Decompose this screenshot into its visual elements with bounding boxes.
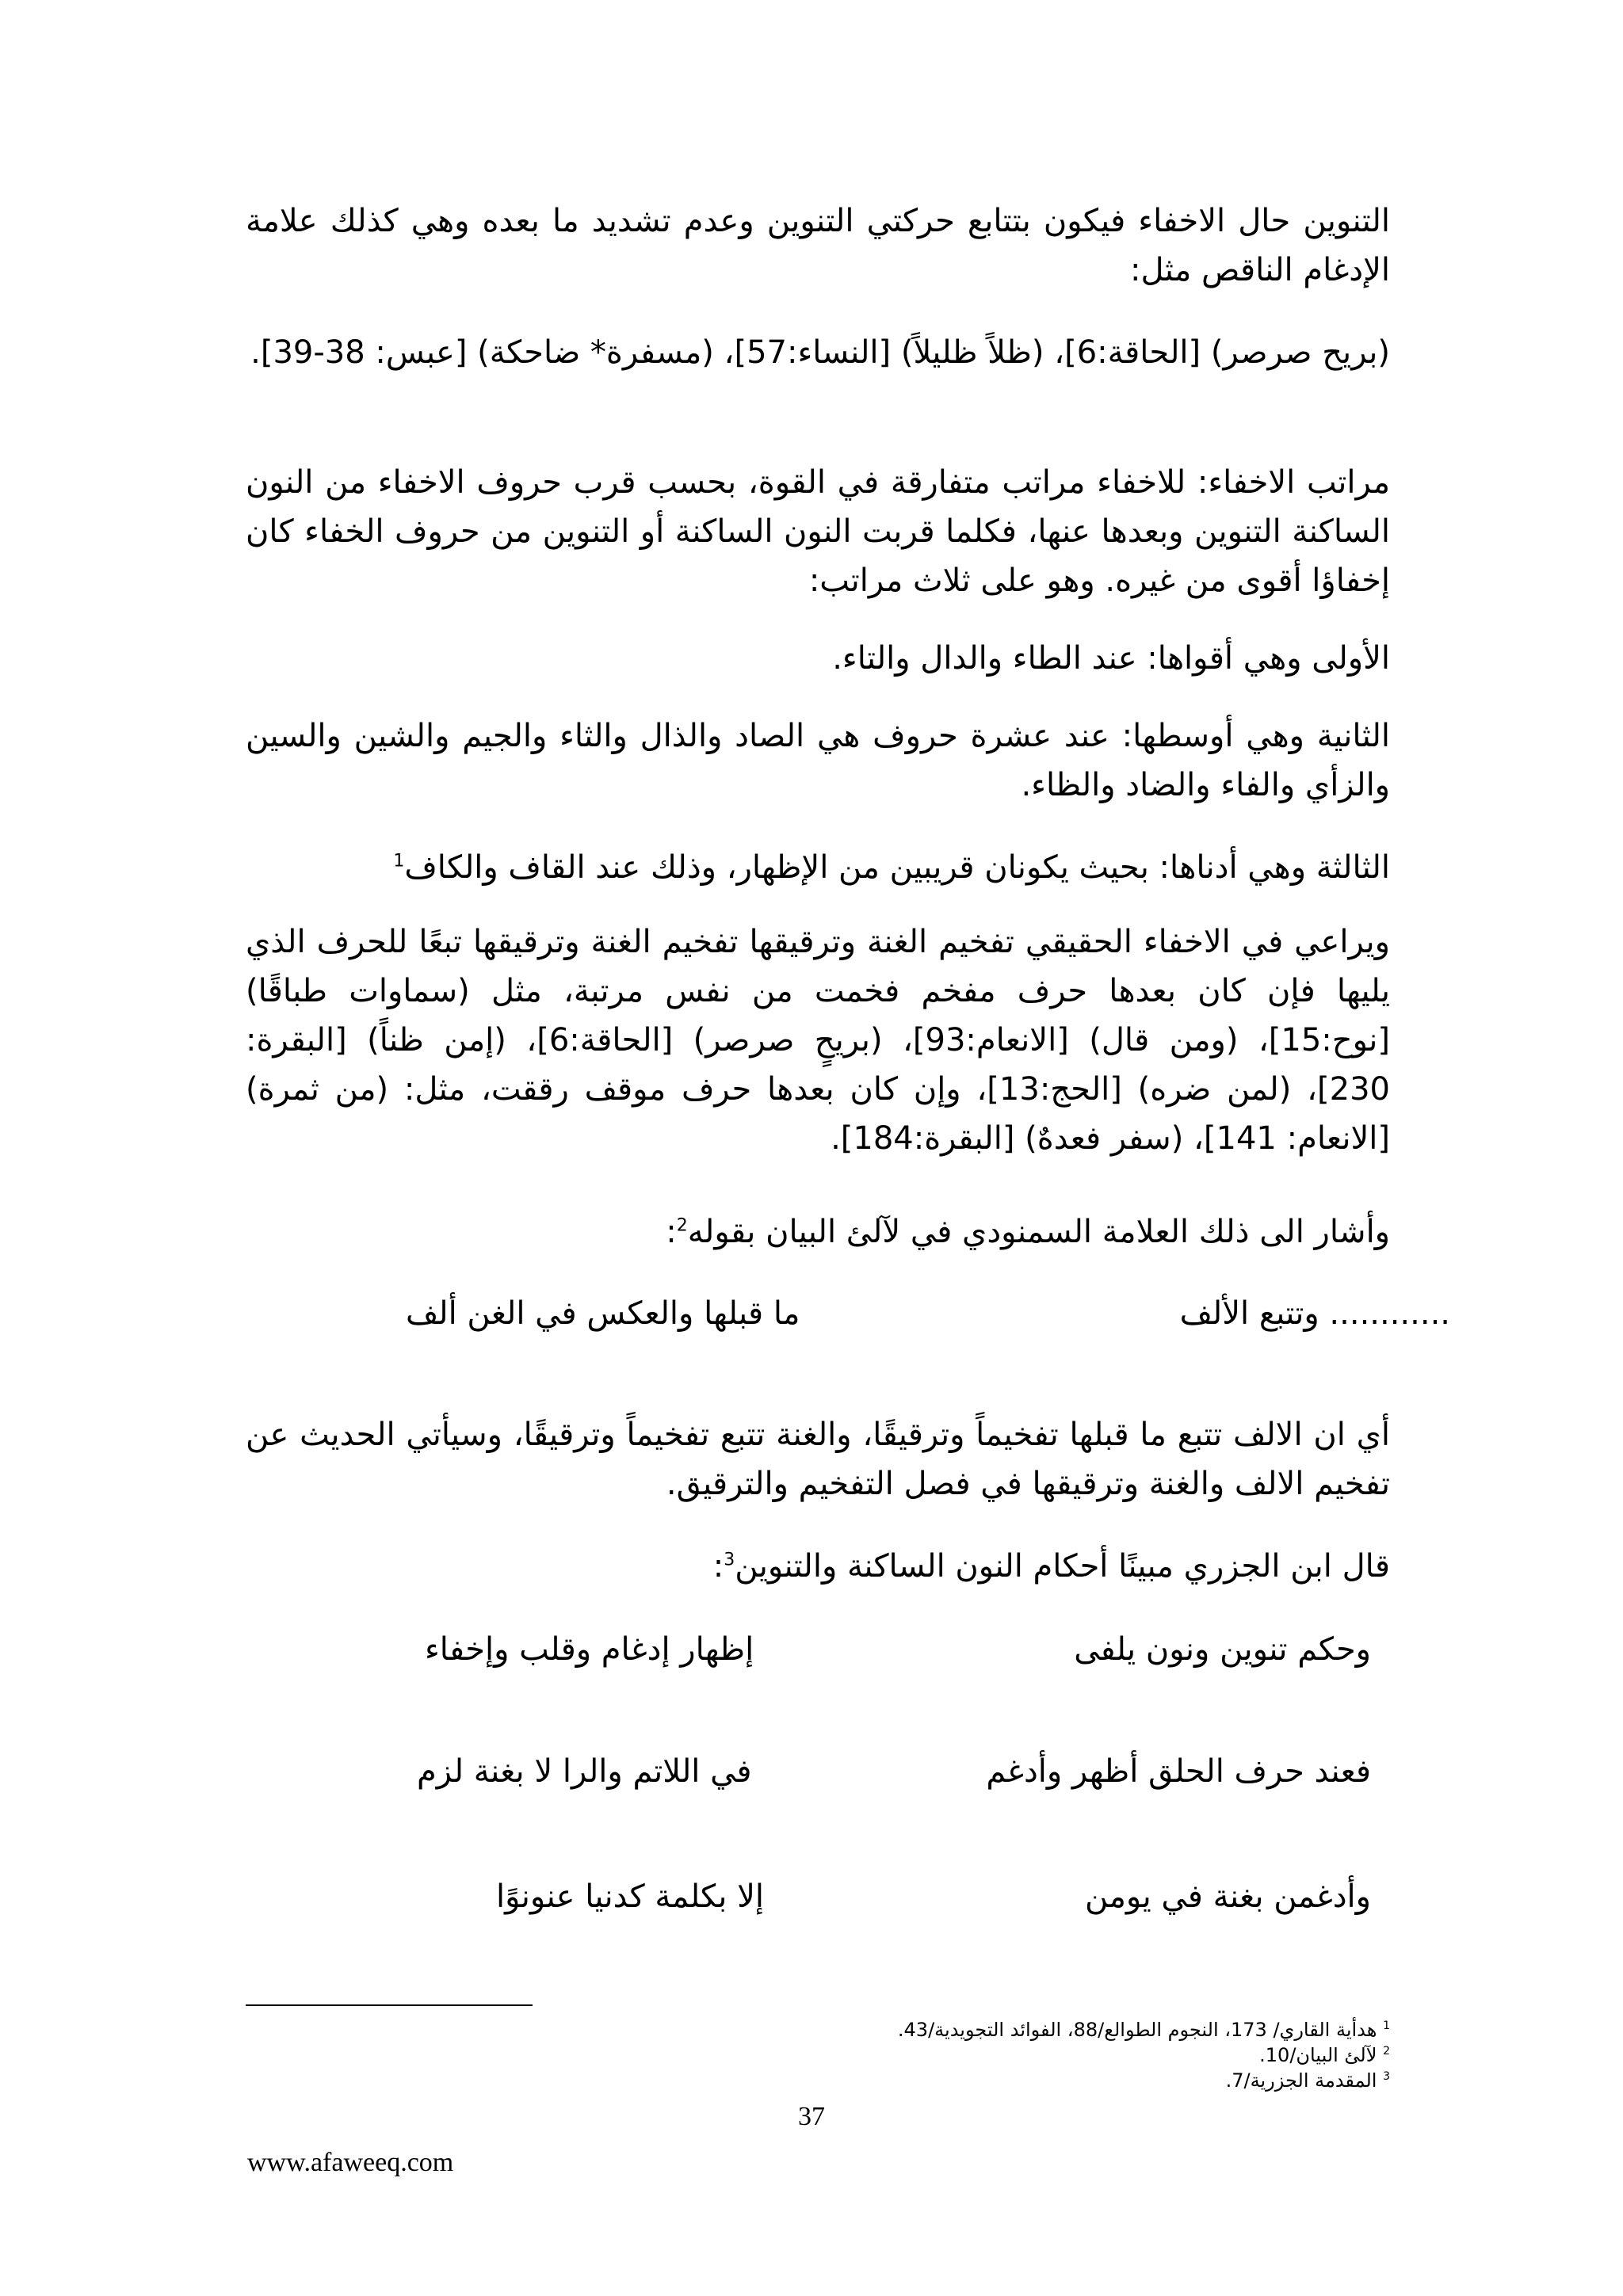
footnote-text: هدأية القاري/ 173، النجوم الطوالع/88، الفوائد التجويدية/43. bbox=[897, 2019, 1377, 2041]
paragraph-examples-1 bbox=[246, 328, 1390, 377]
verse-second-hemistich: في اللاتم والرا لا بغنة لزم bbox=[417, 1753, 752, 1790]
verse-second-hemistich: ما قبلها والعكس في الغن ألف bbox=[406, 1295, 800, 1332]
website-link[interactable]: www.afaweeq.com bbox=[247, 2148, 454, 2177]
verse-first-hemistich: وأدغمن بغنة في يومن bbox=[1085, 1878, 1371, 1915]
verse-line-2 bbox=[238, 1746, 1450, 1797]
footnote-separator bbox=[246, 2004, 533, 2006]
paragraph-text: وأشار الى ذلك العلامة السمنودي في لآلئ البيان بقوله bbox=[687, 1214, 1390, 1250]
verse-second-hemistich: إظهار إدغام وقلب وإخفاء bbox=[425, 1631, 754, 1668]
footnote-3 bbox=[246, 2068, 1390, 2093]
paragraph-text: مراتب الاخفاء: للاخفاء مراتب متفارقة في القوة، بحسب قرب حروف الاخفاء من النون الساكنة التنوين وبعدها عنها، فكلما قربت النون الساكنة أو التنوين من حروف الخفاء كان إخفاؤا أقوى من غيره. وهو على ثلاث مراتب: bbox=[246, 464, 1390, 599]
footnote-ref-1[interactable]: 1 bbox=[393, 851, 405, 871]
paragraph-first-level bbox=[246, 634, 1390, 683]
paragraph-ibn-jazari bbox=[246, 1542, 1390, 1591]
verse-second-hemistich: إلا بكلمة كدنيا عنونوًا bbox=[496, 1878, 765, 1915]
paragraph-text: أي ان الالف تتبع ما قبلها تفخيماً وترقيقًا، والغنة تتبع تفخيماً وترقيقًا، وسيأتي الحديث عن تفخيم الالف والغنة وترقيقها في فصل التفخيم والترقيق. bbox=[246, 1417, 1390, 1502]
verse-line-samanudi bbox=[238, 1288, 1450, 1339]
verse-first-hemistich: ............ وتتبع الألف bbox=[1179, 1295, 1450, 1332]
footnotes bbox=[246, 2017, 1390, 2093]
paragraph-text: الأولى وهي أقواها: عند الطاء والدال والتاء. bbox=[832, 640, 1390, 677]
paragraph-second-level bbox=[246, 711, 1390, 810]
paragraph-third-level bbox=[246, 843, 1390, 892]
paragraph-tanween-ikhfa bbox=[246, 196, 1390, 295]
footnote-2 bbox=[246, 2042, 1390, 2068]
paragraph-text: الثالثة وهي أدناها: بحيث يكونان قريبين من الإظهار، وذلك عند القاف والكاف bbox=[404, 849, 1390, 886]
paragraph-text: الثانية وهي أوسطها: عند عشرة حروف هي الصاد والذال والثاء والجيم والشين والسين والزأي والفاء والضاد والظاء. bbox=[246, 718, 1390, 803]
footnote-text: المقدمة الجزرية/7. bbox=[1225, 2069, 1377, 2092]
verse-first-hemistich: وحكم تنوين ونون يلفى bbox=[1074, 1631, 1371, 1668]
verse-line-1 bbox=[238, 1624, 1450, 1675]
footnote-1 bbox=[246, 2017, 1390, 2042]
paragraph-text: (بريح صرصر) [الحاقة:6]، (ظلاً ظليلاً) [النساء:57]، (مسفرة* ضاحكة) [عبس: 38-39]. bbox=[250, 334, 1390, 371]
footnote-number: 2 bbox=[1383, 2045, 1390, 2058]
paragraph-text: ويراعي في الاخفاء الحقيقي تفخيم الغنة وترقيقها تفخيم الغنة وترقيقها تبعًا للحرف الذي يليها فإن كان بعدها حرف مفخم فخمت من نفس مرتبة، مثل (سماوات طباقًا) [نوح:15]، (ومن قال) [الانعام:93]، (بريحٍ صرصر) [الحاقة:6]، (إمن ظناً) [البقرة: 230]، (لمن ضره) [الحج:13]، وإن كان بعدها حرف موقف رققت، مثل: (من ثمرة) [الانعام: 141]، (سفر فعدهٌ) [البقرة:184]. bbox=[246, 924, 1390, 1157]
paragraph-colon: : bbox=[666, 1214, 677, 1250]
paragraph-tafkhim-ghunna bbox=[246, 917, 1390, 1163]
footnote-number: 3 bbox=[1383, 2070, 1390, 2083]
footnote-text: لآلئ البيان/10. bbox=[1259, 2044, 1377, 2066]
verse-first-hemistich: فعند حرف الحلق أظهر وأدغم bbox=[986, 1753, 1371, 1790]
footnote-number: 1 bbox=[1383, 2019, 1390, 2032]
paragraph-text: قال ابن الجزري مبينًا أحكام النون الساكنة والتنوين bbox=[735, 1548, 1390, 1585]
verse-line-3 bbox=[238, 1871, 1450, 1922]
footnote-ref-2[interactable]: 2 bbox=[676, 1215, 688, 1236]
paragraph-ikhfa-levels bbox=[246, 458, 1390, 605]
paragraph-samanudi bbox=[246, 1207, 1390, 1257]
footnote-ref-3[interactable]: 3 bbox=[724, 1550, 735, 1570]
page-number: 37 bbox=[798, 2102, 825, 2131]
paragraph-colon: : bbox=[712, 1548, 724, 1585]
paragraph-text: التنوين حال الاخفاء فيكون بتتابع حركتي التنوين وعدم تشديد ما بعده وهي كذلك علامة الإدغام الناقص مثل: bbox=[246, 203, 1390, 288]
paragraph-alif-explanation bbox=[246, 1410, 1390, 1508]
